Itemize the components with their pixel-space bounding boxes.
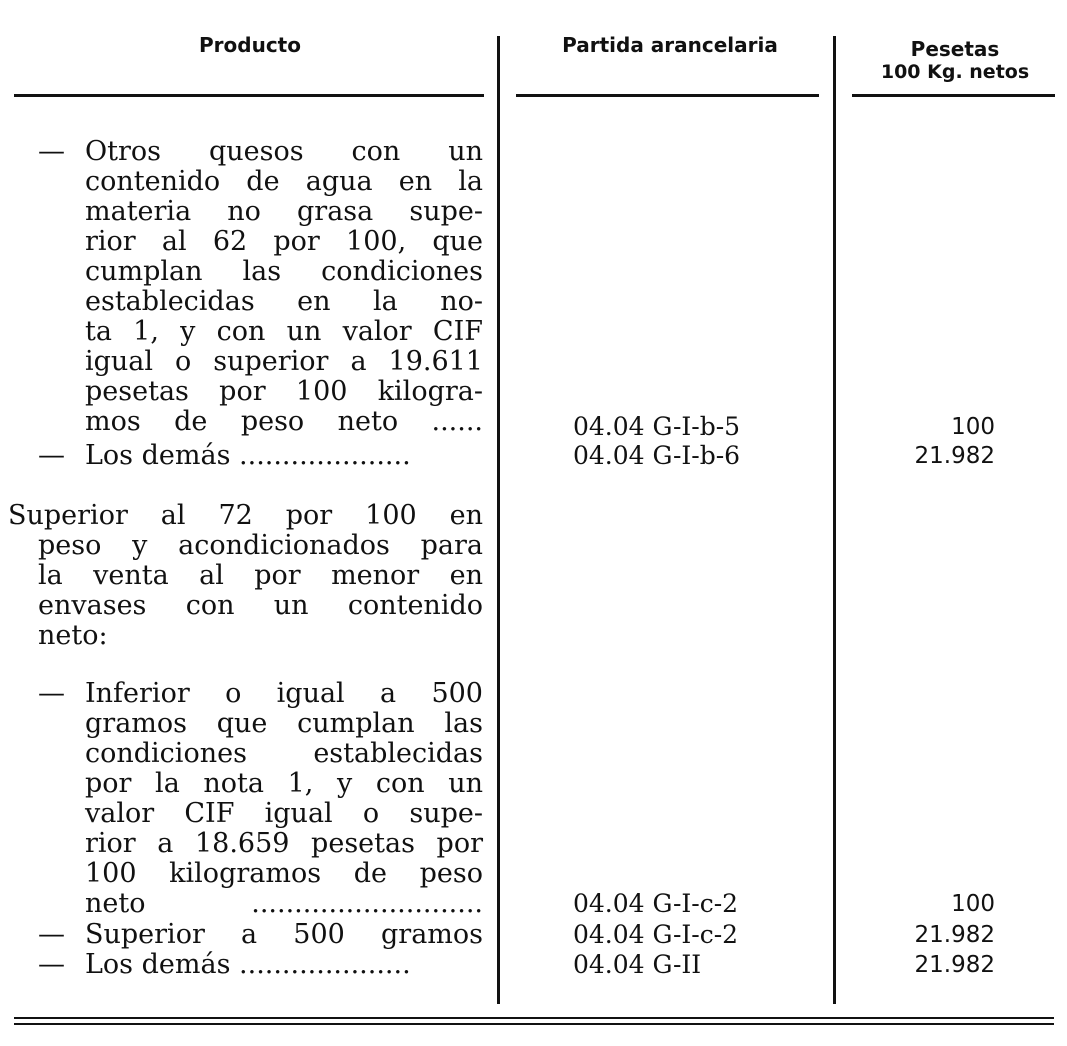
footer-rule-top [14,1017,1054,1019]
header-partida-arancelaria: Partida arancelaria [562,33,778,57]
pesetas-g-ii: 21.982 [914,952,995,978]
header-rule-partida [516,94,819,97]
text-line: valor CIF igual o supe- [85,798,483,829]
pesetas-g-i-c-2-a: 100 [951,891,995,917]
dash-superior-500: — [38,919,65,950]
text-line: peso y acondicionados para [38,530,483,561]
text-line: gramos que cumplan las [85,708,483,739]
column-divider-1 [497,36,500,1004]
header-rule-pesetas [852,94,1055,97]
text-line: rior al 62 por 100, que [85,226,483,257]
dash-los-demas-1: — [38,440,65,471]
producto-los-demas-2: Los demás .................... [85,950,411,980]
dash-inferior-500: — [38,678,65,709]
header-producto: Producto [199,33,301,57]
text-line: materia no grasa supe- [85,196,483,227]
header-pesetas-unit: 100 Kg. netos [880,61,1030,83]
partida-g-i-b-6: 04.04 G-I-b-6 [573,441,741,470]
text-line: contenido de agua en la [85,166,483,197]
text-line: la venta al por menor en [38,560,483,591]
text-line: por la nota 1, y con un [85,768,483,799]
header-pesetas: Pesetas [910,37,1000,61]
partida-g-i-c-2-a: 04.04 G-I-c-2 [573,889,739,918]
text-line: rior a 18.659 pesetas por [85,828,483,859]
text-line: 100 kilogramos de peso [85,858,483,889]
pesetas-g-i-c-2-b: 21.982 [914,922,995,948]
text-line: Superior a 500 gramos [85,919,483,950]
pesetas-g-i-b-6: 21.982 [914,443,995,469]
column-divider-2 [833,36,836,1004]
dash-otros-quesos: — [38,136,65,167]
producto-superior-500 [85,920,483,950]
partida-g-i-c-2-b: 04.04 G-I-c-2 [573,920,739,949]
producto-inferior-500 [85,679,483,919]
partida-g-i-b-5: 04.04 G-I-b-5 [573,412,741,441]
text-line: envases con un contenido [38,590,483,621]
text-line: igual o superior a 19.611 [85,346,483,377]
text-line: cumplan las condiciones [85,256,483,287]
producto-los-demas-1: Los demás .................... [85,441,411,471]
producto-otros-quesos [85,137,483,437]
dash-los-demas-2: — [38,949,65,980]
text-line: mos de peso neto ...... [85,406,483,437]
producto-superior-72 [8,501,483,531]
footer-rule-bottom [14,1023,1054,1025]
producto-superior-72-cont [38,531,483,651]
text-line: condiciones establecidas [85,738,483,769]
text-line: Otros quesos con un [85,136,483,167]
text-line: Inferior o igual a 500 [85,678,483,709]
text-line: neto ........................... [85,889,483,919]
partida-g-ii: 04.04 G-II [573,950,702,979]
text-line: establecidas en la no- [85,286,483,317]
pesetas-g-i-b-5: 100 [951,414,995,440]
text-line: ta 1, y con un valor CIF [85,316,483,347]
header-rule-producto [14,94,484,97]
text-line: neto: [38,620,108,651]
text-line: Superior al 72 por 100 en [8,500,483,531]
text-line: pesetas por 100 kilogra- [85,376,483,407]
